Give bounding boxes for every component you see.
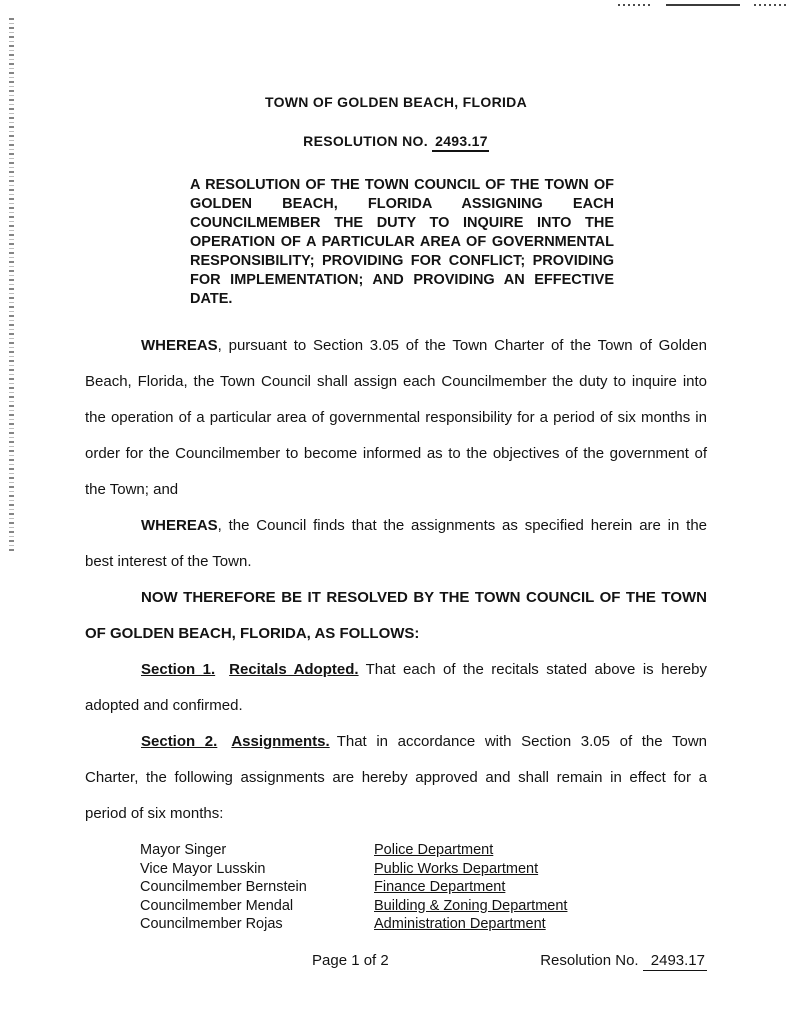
whereas-text: , the Council finds that the assignments as specified herein are in the best interest of the Town. bbox=[85, 517, 707, 570]
resolution-caption: A RESOLUTION OF THE TOWN COUNCIL OF THE TOWN OF GOLDEN BEACH, FLORIDA ASSIGNING EACH COUNCILMEMBER THE DUTY TO INQUIRE INTO THE OPERATION OF A PARTICULAR AREA OF GOVERNMENTAL RESPONSIBILITY; PROVIDING FOR CONFLICT; PROVIDING FOR IMPLEMENTATION; AND PROVIDING AN EFFECTIVE DATE. bbox=[190, 177, 614, 307]
scan-mark-dotted bbox=[754, 4, 788, 6]
resolution-heading-number: 2493.17 bbox=[432, 133, 489, 152]
assignment-row bbox=[140, 860, 707, 879]
whereas-lead: WHEREAS bbox=[141, 337, 218, 354]
section-1-number: Section 1. bbox=[141, 661, 216, 678]
assignment-row bbox=[140, 878, 707, 897]
whereas-paragraph-1 bbox=[85, 328, 707, 508]
assignment-row bbox=[140, 915, 707, 934]
footer-resolution-label: Resolution No. bbox=[540, 952, 639, 969]
assignment-member: Mayor Singer bbox=[140, 842, 227, 858]
footer-resolution-number: 2493.17 bbox=[643, 952, 707, 971]
assignment-member: Councilmember Rojas bbox=[140, 916, 283, 932]
assignment-department: Public Works Department bbox=[374, 860, 539, 877]
scan-artifact-left-edge bbox=[9, 18, 14, 553]
section-1-body: That each of the recitals stated above is hereby adopted and confirmed. bbox=[85, 661, 707, 714]
document-body bbox=[85, 0, 707, 934]
assignment-row bbox=[140, 841, 707, 860]
page-indicator: Page 1 of 2 bbox=[312, 952, 389, 969]
assignment-department: Administration Department bbox=[374, 916, 546, 932]
whereas-text: , pursuant to Section 3.05 of the Town Charter of the Town of Golden Beach, Florida, the Town Council shall assign each Councilmember the duty to inquire into the operation of a particular area of governmental responsibility for a period of six months in order for the Councilmember to become informed as to the objectives of the government of the Town; and bbox=[85, 337, 707, 498]
whereas-paragraph-2 bbox=[85, 508, 707, 580]
assignment-department: Police Department bbox=[374, 842, 494, 858]
resolution-heading-label: RESOLUTION NO. bbox=[303, 133, 428, 149]
section-2-body: That in accordance with Section 3.05 of the Town Charter, the following assignments are hereby approved and shall remain in effect for a period of six months: bbox=[85, 733, 707, 822]
resolved-clause: NOW THEREFORE BE IT RESOLVED BY THE TOWN COUNCIL OF THE TOWN OF GOLDEN BEACH, FLORIDA, AS FOLLOWS: bbox=[85, 589, 707, 642]
page-footer bbox=[85, 952, 707, 969]
assignment-row bbox=[140, 897, 707, 916]
section-2-number: Section 2. bbox=[141, 733, 218, 750]
section-2-heading: Assignments. bbox=[231, 733, 330, 750]
assignment-department: Finance Department bbox=[374, 879, 506, 895]
footer-resolution bbox=[540, 952, 707, 969]
assignments-list bbox=[140, 841, 707, 934]
whereas-lead: WHEREAS bbox=[141, 517, 218, 534]
assignment-department: Building & Zoning Department bbox=[374, 897, 568, 914]
document-title: TOWN OF GOLDEN BEACH, FLORIDA bbox=[265, 94, 527, 110]
assignment-member: Councilmember Mendal bbox=[140, 897, 294, 914]
assignment-member: Vice Mayor Lusskin bbox=[140, 860, 266, 877]
resolution-heading bbox=[85, 133, 707, 149]
section-2-paragraph bbox=[85, 724, 707, 832]
section-1-heading: Recitals Adopted. bbox=[229, 661, 359, 678]
section-1-paragraph bbox=[85, 652, 707, 724]
assignment-member: Councilmember Bernstein bbox=[140, 879, 307, 895]
